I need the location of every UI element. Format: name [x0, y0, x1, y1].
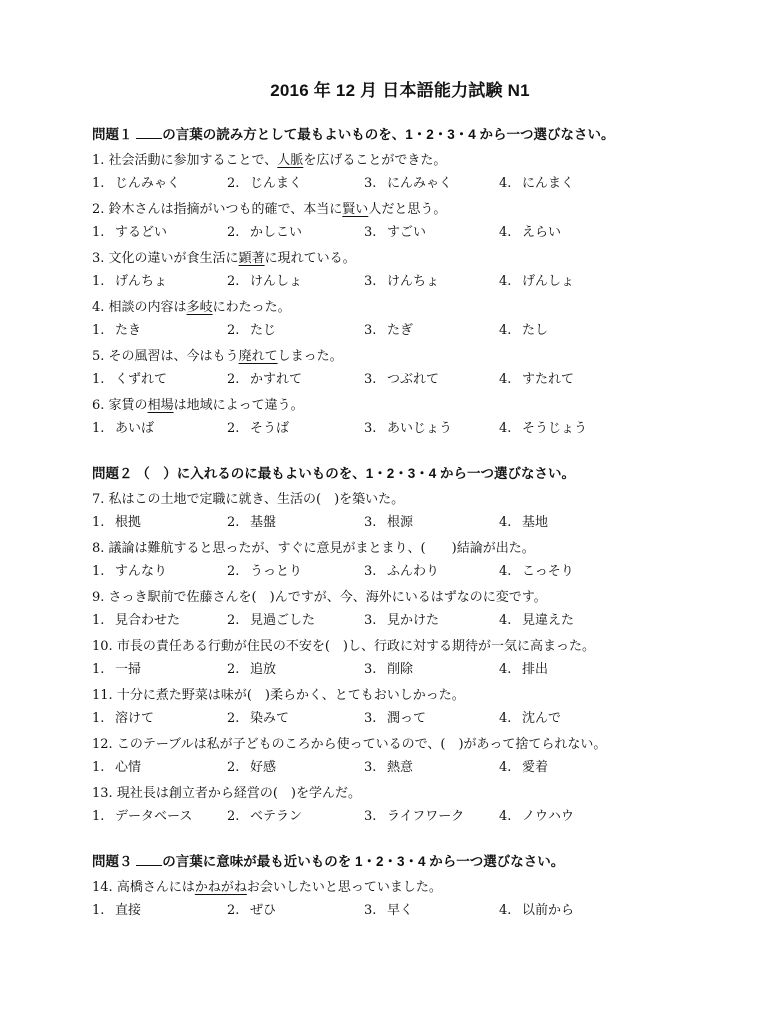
option-text: データベース — [115, 809, 193, 824]
question-item — [92, 345, 708, 391]
question-text-after: は地域によって違う。 — [173, 398, 304, 413]
answer-option-2[interactable] — [227, 511, 364, 534]
option-number: 1. — [92, 372, 105, 387]
option-number: 2. — [227, 372, 240, 387]
question-text — [92, 537, 708, 560]
question-text-after: にわたった。 — [212, 300, 291, 315]
question-text-before: 十分に煮た野菜は味が( )柔らかく、とてもおいしかった。 — [116, 688, 465, 703]
question-text — [92, 733, 708, 756]
answer-option-4[interactable] — [499, 368, 619, 391]
question-text-before: 相談の内容は — [108, 300, 187, 315]
option-number: 4. — [499, 274, 512, 289]
option-text: にんみゃく — [387, 176, 453, 191]
question-number: 13. — [92, 786, 113, 801]
question-item — [92, 586, 708, 632]
option-number: 4. — [499, 809, 512, 824]
question-text — [92, 394, 708, 417]
answer-option-1[interactable] — [92, 172, 227, 195]
option-text: じんみゃく — [115, 176, 181, 191]
answer-option-2[interactable] — [227, 172, 364, 195]
option-number: 2. — [227, 225, 240, 240]
answer-option-1[interactable] — [92, 368, 227, 391]
answer-option-4[interactable] — [499, 609, 619, 632]
option-number: 3. — [364, 903, 377, 918]
answer-option-3[interactable] — [364, 805, 499, 828]
option-text: けんちょ — [387, 274, 440, 289]
option-text: 以前から — [522, 903, 575, 918]
option-text: げんしょ — [522, 274, 575, 289]
option-text: そうば — [250, 421, 290, 436]
section-heading-prefix: 問題１ — [92, 127, 137, 142]
option-number: 3. — [364, 515, 377, 530]
question-text — [92, 198, 708, 221]
underlined-word: 廃れて — [238, 349, 278, 364]
option-number: 3. — [364, 760, 377, 775]
answer-options — [92, 560, 708, 583]
option-text: かすれて — [250, 372, 303, 387]
question-text — [92, 684, 708, 707]
option-text: 染みて — [250, 711, 290, 726]
option-number: 4. — [499, 711, 512, 726]
option-number: 3. — [364, 372, 377, 387]
answer-option-1[interactable] — [92, 270, 227, 293]
question-item — [92, 635, 708, 681]
underlined-word: 多岐 — [186, 300, 213, 315]
question-number: 11. — [92, 688, 113, 703]
sections-container — [92, 123, 708, 922]
answer-option-4[interactable] — [499, 319, 619, 342]
option-number: 4. — [499, 323, 512, 338]
answer-options — [92, 172, 708, 195]
question-text-before: 文化の違いが食生活に — [108, 251, 239, 266]
option-text: 削除 — [387, 662, 414, 677]
option-text: 直接 — [115, 903, 142, 918]
question-item — [92, 733, 708, 779]
option-number: 2. — [227, 903, 240, 918]
question-item — [92, 296, 708, 342]
option-text: 基地 — [522, 515, 549, 530]
answer-option-3[interactable] — [364, 270, 499, 293]
option-text: たじ — [250, 323, 277, 338]
question-text-before: 社会活動に参加することで、 — [108, 153, 278, 168]
option-text: 早く — [387, 903, 414, 918]
option-text: かしこい — [250, 225, 303, 240]
question-number: 14. — [92, 880, 113, 895]
option-text: ふんわり — [387, 564, 440, 579]
question-item — [92, 684, 708, 730]
option-number: 3. — [364, 662, 377, 677]
answer-options — [92, 417, 708, 440]
question-text-before: 市長の責任ある行動が住民の不安を( )し、行政に対する期待が一気に高まった。 — [116, 639, 595, 654]
option-text: ライフワーク — [387, 809, 465, 824]
question-text-after: 人だと思う。 — [368, 202, 447, 217]
option-text: すんなり — [115, 564, 168, 579]
option-number: 2. — [227, 760, 240, 775]
answer-option-2[interactable] — [227, 899, 364, 922]
option-text: たぎ — [387, 323, 414, 338]
answer-option-2[interactable] — [227, 756, 364, 779]
question-text-after: に現れている。 — [264, 251, 356, 266]
option-text: つぶれて — [387, 372, 440, 387]
question-item — [92, 488, 708, 534]
option-text: そうじょう — [522, 421, 588, 436]
answer-option-1[interactable] — [92, 560, 227, 583]
option-text: げんちょ — [115, 274, 168, 289]
question-text-before: 議論は難航すると思ったが、すぐに意見がまとまり、( )結論が出た。 — [108, 541, 535, 556]
answer-option-3[interactable] — [364, 417, 499, 440]
option-number: 1. — [92, 564, 105, 579]
section-heading — [92, 850, 708, 870]
option-text: 根拠 — [115, 515, 142, 530]
option-text: ノウハウ — [522, 809, 575, 824]
question-number: 1. — [92, 153, 105, 168]
option-number: 4. — [499, 613, 512, 628]
answer-option-1[interactable] — [92, 707, 227, 730]
answer-option-4[interactable] — [499, 658, 619, 681]
answer-option-2[interactable] — [227, 805, 364, 828]
option-text: 潤って — [387, 711, 427, 726]
answer-options — [92, 899, 708, 922]
question-section — [92, 123, 708, 440]
page-title: 2016 年 12 月 日本語能力試験 N1 — [270, 81, 530, 100]
option-number: 4. — [499, 372, 512, 387]
question-text — [92, 345, 708, 368]
answer-options — [92, 511, 708, 534]
underline-blank — [136, 126, 162, 139]
option-text: くずれて — [115, 372, 168, 387]
answer-options — [92, 609, 708, 632]
option-number: 1. — [92, 760, 105, 775]
answer-option-4[interactable] — [499, 172, 619, 195]
question-number: 7. — [92, 492, 105, 507]
option-number: 2. — [227, 809, 240, 824]
option-text: すごい — [387, 225, 427, 240]
option-number: 1. — [92, 225, 105, 240]
option-number: 2. — [227, 662, 240, 677]
option-text: すたれて — [522, 372, 575, 387]
answer-options — [92, 319, 708, 342]
option-text: たき — [115, 323, 142, 338]
underlined-word: 顕著 — [238, 251, 265, 266]
question-item — [92, 149, 708, 195]
answer-option-3[interactable] — [364, 658, 499, 681]
option-number: 3. — [364, 176, 377, 191]
option-number: 1. — [92, 421, 105, 436]
option-text: 追放 — [250, 662, 277, 677]
option-number: 3. — [364, 323, 377, 338]
option-text: たし — [522, 323, 549, 338]
option-text: 愛着 — [522, 760, 549, 775]
option-number: 4. — [499, 903, 512, 918]
answer-options — [92, 221, 708, 244]
option-number: 3. — [364, 809, 377, 824]
underlined-word: 賢い — [342, 202, 369, 217]
answer-option-4[interactable] — [499, 756, 619, 779]
section-heading-text: の言葉に意味が最も近いものを 1・2・3・4 から一つ選びなさい。 — [162, 854, 565, 869]
answer-option-2[interactable] — [227, 368, 364, 391]
question-item — [92, 876, 708, 922]
question-text-before: 私はこの土地で定職に就き、生活の( )を築いた。 — [108, 492, 405, 507]
question-section — [92, 462, 708, 828]
answer-option-4[interactable] — [499, 805, 619, 828]
option-text: 一掃 — [115, 662, 142, 677]
option-number: 1. — [92, 662, 105, 677]
option-number: 1. — [92, 274, 105, 289]
option-number: 3. — [364, 421, 377, 436]
option-number: 3. — [364, 613, 377, 628]
option-number: 2. — [227, 515, 240, 530]
answer-option-3[interactable] — [364, 221, 499, 244]
option-number: 2. — [227, 274, 240, 289]
answer-option-3[interactable] — [364, 899, 499, 922]
answer-option-2[interactable] — [227, 417, 364, 440]
option-number: 1. — [92, 903, 105, 918]
answer-option-3[interactable] — [364, 172, 499, 195]
answer-option-1[interactable] — [92, 658, 227, 681]
question-text — [92, 876, 708, 899]
answer-options — [92, 756, 708, 779]
option-text: 見合わせた — [115, 613, 181, 628]
answer-option-1[interactable] — [92, 319, 227, 342]
option-number: 1. — [92, 515, 105, 530]
question-text-before: 高橋さんには — [116, 880, 195, 895]
option-number: 2. — [227, 613, 240, 628]
option-text: 排出 — [522, 662, 549, 677]
answer-option-4[interactable] — [499, 417, 619, 440]
option-text: ベテラン — [250, 809, 303, 824]
question-text-after: を広げることができた。 — [303, 153, 447, 168]
question-item — [92, 198, 708, 244]
question-text — [92, 782, 708, 805]
option-text: 溶けて — [115, 711, 155, 726]
option-text: するどい — [115, 225, 168, 240]
question-number: 8. — [92, 541, 105, 556]
question-number: 2. — [92, 202, 105, 217]
answer-option-2[interactable] — [227, 658, 364, 681]
answer-option-2[interactable] — [227, 270, 364, 293]
option-text: うっとり — [250, 564, 303, 579]
question-number: 10. — [92, 639, 113, 654]
section-heading — [92, 462, 708, 482]
question-number: 12. — [92, 737, 113, 752]
question-text-before: 鈴木さんは指摘がいつも的確で、本当に — [108, 202, 343, 217]
option-text: 心情 — [115, 760, 142, 775]
option-text: ぜひ — [250, 903, 277, 918]
section-heading-prefix: 問題２ （ ）に入れるのに最もよいものを、1・2・3・4 から一つ選びなさい。 — [92, 466, 576, 481]
question-text-before: 現社長は創立者から経営の( )を学んだ。 — [116, 786, 361, 801]
option-number: 4. — [499, 421, 512, 436]
answer-option-3[interactable] — [364, 560, 499, 583]
answer-options — [92, 658, 708, 681]
question-item — [92, 782, 708, 828]
option-text: じんまく — [250, 176, 303, 191]
option-number: 2. — [227, 176, 240, 191]
answer-option-4[interactable] — [499, 560, 619, 583]
option-number: 3. — [364, 225, 377, 240]
answer-option-1[interactable] — [92, 756, 227, 779]
option-text: 根源 — [387, 515, 414, 530]
question-text-before: その風習は、今はもう — [108, 349, 239, 364]
question-text-after: お会いしたいと思っていました。 — [246, 880, 442, 895]
option-number: 1. — [92, 323, 105, 338]
option-number: 3. — [364, 711, 377, 726]
answer-option-3[interactable] — [364, 319, 499, 342]
option-number: 2. — [227, 421, 240, 436]
option-text: にんまく — [522, 176, 575, 191]
option-number: 1. — [92, 176, 105, 191]
answer-options — [92, 270, 708, 293]
answer-option-1[interactable] — [92, 899, 227, 922]
answer-option-1[interactable] — [92, 417, 227, 440]
question-text — [92, 296, 708, 319]
answer-option-4[interactable] — [499, 707, 619, 730]
underlined-word: 人脈 — [277, 153, 304, 168]
answer-option-4[interactable] — [499, 270, 619, 293]
underlined-word: 相場 — [147, 398, 174, 413]
underline-blank — [136, 853, 162, 866]
option-text: 沈んで — [522, 711, 562, 726]
answer-option-3[interactable] — [364, 756, 499, 779]
option-number: 2. — [227, 323, 240, 338]
answer-option-3[interactable] — [364, 707, 499, 730]
question-text-after: しまった。 — [277, 349, 343, 364]
option-number: 3. — [364, 564, 377, 579]
answer-option-2[interactable] — [227, 609, 364, 632]
answer-options — [92, 707, 708, 730]
answer-option-4[interactable] — [499, 221, 619, 244]
option-number: 4. — [499, 225, 512, 240]
question-number: 9. — [92, 590, 105, 605]
option-number: 1. — [92, 711, 105, 726]
option-number: 4. — [499, 515, 512, 530]
option-text: 見かけた — [387, 613, 440, 628]
answer-options — [92, 368, 708, 391]
answer-option-4[interactable] — [499, 899, 619, 922]
option-text: こっそり — [522, 564, 574, 579]
question-item — [92, 537, 708, 583]
question-text — [92, 635, 708, 658]
option-text: えらい — [522, 225, 562, 240]
question-text-before: さっき駅前で佐藤さんを( )んですが、今、海外にいるはずなのに変です。 — [108, 590, 547, 605]
answer-option-2[interactable] — [227, 221, 364, 244]
question-item — [92, 247, 708, 293]
question-item — [92, 394, 708, 440]
option-number: 2. — [227, 711, 240, 726]
section-heading — [92, 123, 708, 143]
option-text: 見過ごした — [250, 613, 316, 628]
question-text — [92, 149, 708, 172]
option-text: 熱意 — [387, 760, 414, 775]
question-number: 3. — [92, 251, 105, 266]
section-heading-text: の言葉の読み方として最もよいものを、1・2・3・4 から一つ選びなさい。 — [162, 127, 615, 142]
answer-option-2[interactable] — [227, 319, 364, 342]
answer-option-1[interactable] — [92, 221, 227, 244]
option-number: 4. — [499, 564, 512, 579]
option-number: 4. — [499, 176, 512, 191]
option-number: 3. — [364, 274, 377, 289]
option-text: けんしょ — [250, 274, 303, 289]
answer-option-2[interactable] — [227, 560, 364, 583]
option-number: 2. — [227, 564, 240, 579]
section-heading-prefix: 問題３ — [92, 854, 137, 869]
answer-option-1[interactable] — [92, 805, 227, 828]
answer-option-3[interactable] — [364, 511, 499, 534]
option-text: あいば — [115, 421, 155, 436]
question-number: 6. — [92, 398, 105, 413]
answer-option-3[interactable] — [364, 368, 499, 391]
question-text — [92, 247, 708, 270]
option-number: 4. — [499, 662, 512, 677]
option-number: 1. — [92, 809, 105, 824]
question-number: 4. — [92, 300, 105, 315]
underlined-word: かねがね — [194, 880, 247, 895]
question-text — [92, 488, 708, 511]
option-text: 見違えた — [522, 613, 575, 628]
option-text: 好感 — [250, 760, 277, 775]
answer-option-1[interactable] — [92, 511, 227, 534]
answer-options — [92, 805, 708, 828]
question-number: 5. — [92, 349, 105, 364]
option-text: 基盤 — [250, 515, 277, 530]
answer-option-4[interactable] — [499, 511, 619, 534]
option-number: 1. — [92, 613, 105, 628]
option-text: あいじょう — [387, 421, 453, 436]
question-text-before: 家賃の — [108, 398, 148, 413]
question-section — [92, 850, 708, 922]
question-text — [92, 586, 708, 609]
answer-option-3[interactable] — [364, 609, 499, 632]
answer-option-1[interactable] — [92, 609, 227, 632]
option-number: 4. — [499, 760, 512, 775]
question-text-before: このテーブルは私が子どものころから使っているので、( )があって捨てられない。 — [116, 737, 607, 752]
answer-option-2[interactable] — [227, 707, 364, 730]
